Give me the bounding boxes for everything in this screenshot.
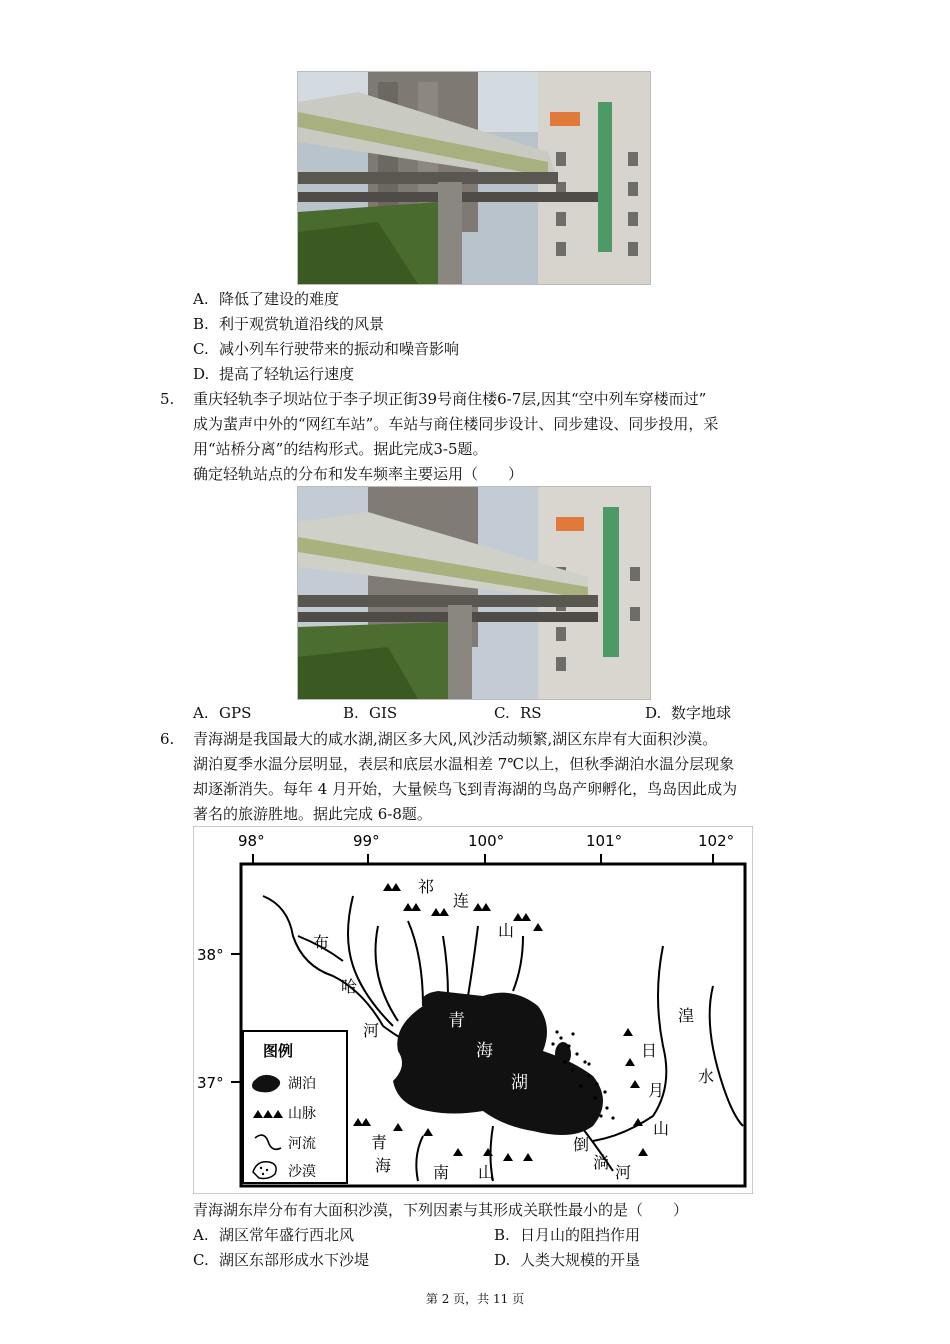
- lat-label-38: 38°: [197, 946, 224, 964]
- q5-line-3: 用“站桥分离”的结构形式。据此完成3-5题。: [193, 440, 488, 458]
- label-shui: 水: [698, 1067, 715, 1086]
- q6-option-b: [494, 1225, 640, 1245]
- q6-option-a: [193, 1225, 354, 1245]
- light-rail-photo-1: [297, 71, 651, 285]
- label-lake-hai: 海: [476, 1041, 493, 1061]
- q5-option-c: [494, 703, 542, 723]
- option-letter: A.: [193, 290, 209, 308]
- option-text: 日月山的阻挡作用: [520, 1226, 641, 1244]
- option-letter: B.: [343, 704, 359, 722]
- q5-option-a: [193, 703, 251, 723]
- option-text: 湖区常年盛行西北风: [219, 1226, 355, 1244]
- light-rail-photo-2: [297, 486, 651, 700]
- option-letter: C.: [193, 1251, 209, 1269]
- page-footer: 第 2 页，共 11 页: [425, 1292, 525, 1306]
- label-shan-nanshan: 山: [478, 1163, 495, 1182]
- label-qing-nanshan: 青: [371, 1133, 388, 1152]
- label-ha: 哈: [341, 977, 358, 996]
- q5-question: 确定轻轨站点的分布和发车频率主要运用（ ）: [193, 465, 524, 483]
- label-dao: 倒: [573, 1135, 590, 1154]
- option-text: RS: [520, 704, 542, 722]
- option-letter: C.: [193, 340, 209, 358]
- label-huang: 湟: [678, 1006, 695, 1025]
- q4-option-a: [193, 289, 339, 309]
- q5-line-1: 重庆轻轨李子坝站位于李子坝正街39号商住楼6-7层,因其“空中列车穿楼而过”: [193, 390, 707, 408]
- lon-label-99: 99°: [353, 832, 380, 850]
- option-letter: D.: [494, 1251, 511, 1269]
- option-letter: B.: [494, 1226, 510, 1244]
- q6-option-d: [494, 1250, 640, 1270]
- option-text: 减小列车行驶带来的振动和噪音影响: [219, 340, 460, 358]
- lon-label-101: 101°: [586, 832, 623, 850]
- label-qi: 祁: [418, 877, 435, 896]
- option-text: 湖区东部形成水下沙堤: [219, 1251, 370, 1269]
- q4-option-d: [193, 364, 354, 384]
- qinghai-lake-map: [193, 826, 753, 1194]
- label-yue: 月: [648, 1081, 665, 1100]
- q6-number: 6.: [160, 730, 175, 748]
- option-letter: D.: [645, 704, 662, 722]
- option-text: 利于观赏轨道沿线的风景: [219, 315, 385, 333]
- option-text: 降低了建设的难度: [219, 290, 340, 308]
- lon-label-100: 100°: [468, 832, 505, 850]
- label-he-daotang: 河: [615, 1163, 632, 1182]
- q6-line-3: 却逐渐消失。每年 4 月开始，大量候鸟飞到青海湖的鸟岛产卵孵化，鸟岛因此成为: [193, 780, 738, 798]
- label-hai-nanshan: 海: [375, 1156, 392, 1175]
- label-lake-hu: 湖: [511, 1073, 528, 1093]
- q6-line-4: 著名的旅游胜地。据此完成 6-8题。: [193, 805, 432, 823]
- q4-option-c: [193, 339, 459, 359]
- label-lake-qing: 青: [448, 1011, 465, 1031]
- legend-river: 河流: [288, 1136, 316, 1152]
- option-text: 数字地球: [671, 704, 732, 722]
- label-tang: 淌: [593, 1153, 610, 1172]
- q6-line-2: 湖泊夏季水温分层明显，表层和底层水温相差 7℃以上，但秋季湖泊水温分层现象: [193, 755, 735, 773]
- option-text: 人类大规模的开垦: [520, 1251, 641, 1269]
- legend-lake: 湖泊: [288, 1076, 316, 1092]
- option-text: GIS: [369, 704, 398, 722]
- q5-number: 5.: [160, 390, 175, 408]
- option-letter: C.: [494, 704, 510, 722]
- q5-option-d: [645, 703, 731, 723]
- q6-option-c: [193, 1250, 369, 1270]
- lon-label-98: 98°: [238, 832, 265, 850]
- label-ri: 日: [641, 1041, 658, 1060]
- q5-option-b: [343, 703, 397, 723]
- legend-mountain-icon: [253, 1110, 283, 1118]
- q5-line-2: 成为蜚声中外的“网红车站”。车站与商住楼同步设计、同步建设、同步投用，采: [193, 415, 719, 433]
- legend-mountain: 山脉: [288, 1106, 316, 1122]
- label-shan-riyue: 山: [653, 1119, 670, 1138]
- option-text: GPS: [219, 704, 252, 722]
- label-shan-qilian: 山: [498, 921, 515, 940]
- option-letter: A.: [193, 1226, 209, 1244]
- option-letter: D.: [193, 365, 210, 383]
- lat-label-37: 37°: [197, 1074, 224, 1092]
- label-nan: 南: [433, 1163, 450, 1182]
- map-legend: [243, 1031, 347, 1183]
- legend-title: 图例: [263, 1042, 294, 1060]
- label-he-buha: 河: [363, 1021, 380, 1040]
- q6-line-1: 青海湖是我国最大的咸水湖,湖区多大风,风沙活动频繁,湖区东岸有大面积沙漠。: [193, 730, 718, 748]
- label-bu: 布: [313, 933, 330, 952]
- q4-option-b: [193, 314, 384, 334]
- option-text: 提高了轻轨运行速度: [219, 365, 355, 383]
- option-letter: B.: [193, 315, 209, 333]
- q6-question: 青海湖东岸分布有大面积沙漠，下列因素与其形成关联性最小的是（ ）: [193, 1201, 689, 1219]
- lon-label-102: 102°: [698, 832, 735, 850]
- legend-desert: 沙漠: [288, 1164, 316, 1180]
- option-letter: A.: [193, 704, 209, 722]
- label-lian: 连: [453, 891, 470, 910]
